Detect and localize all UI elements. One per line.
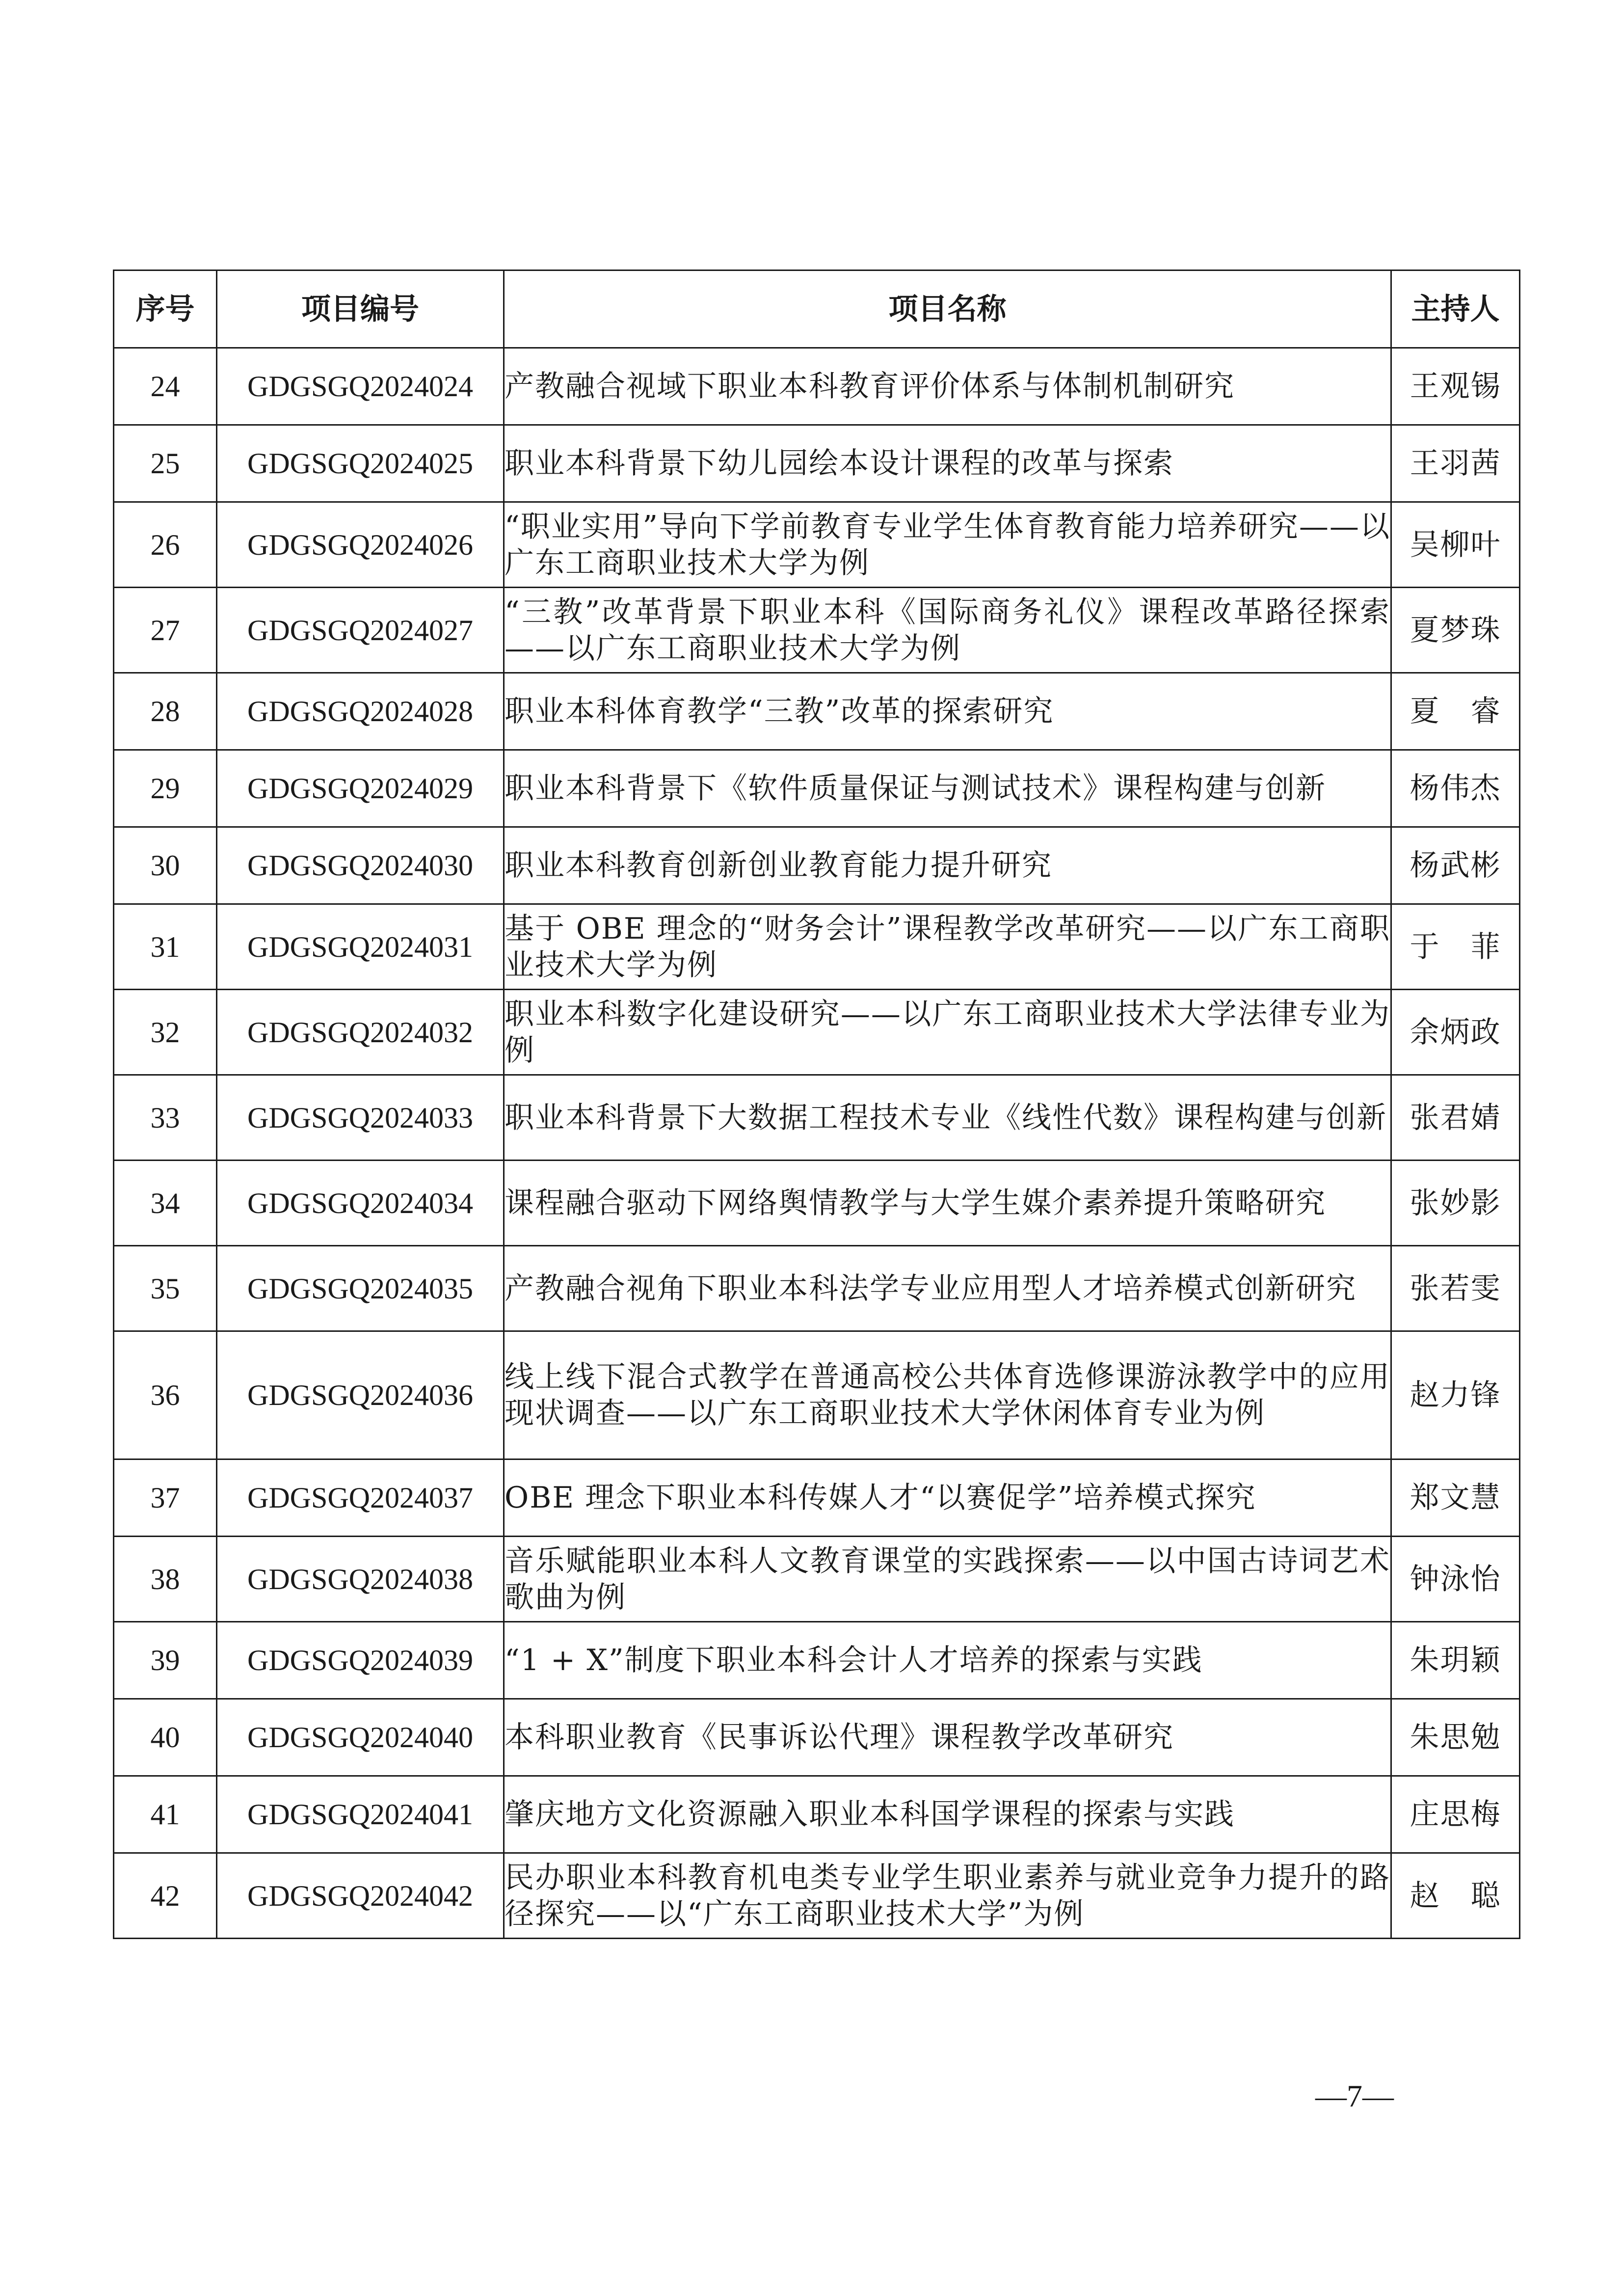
row-name: 产教融合视域下职业本科教育评价体系与体制机制研究	[504, 348, 1391, 425]
row-seq: 39	[114, 1622, 217, 1699]
row-code: GDGSGQ2024040	[217, 1699, 504, 1776]
page-number: —7—	[1315, 2079, 1394, 2113]
row-seq: 26	[114, 502, 217, 588]
row-host: 杨武彬	[1391, 827, 1520, 904]
table-row	[114, 1699, 1520, 1776]
row-host: 郑文慧	[1391, 1459, 1520, 1537]
row-code: GDGSGQ2024032	[217, 990, 504, 1075]
table-row	[114, 750, 1520, 827]
row-host: 赵力锋	[1391, 1331, 1520, 1459]
project-table	[113, 270, 1520, 1939]
row-seq: 35	[114, 1246, 217, 1331]
row-seq: 37	[114, 1459, 217, 1537]
row-host: 张君婧	[1391, 1075, 1520, 1161]
row-host: 杨伟杰	[1391, 750, 1520, 827]
table-row	[114, 1075, 1520, 1161]
header-code: 项目编号	[217, 270, 504, 348]
row-seq: 29	[114, 750, 217, 827]
table-row	[114, 1622, 1520, 1699]
row-seq: 24	[114, 348, 217, 425]
table-row	[114, 827, 1520, 904]
row-code: GDGSGQ2024031	[217, 904, 504, 990]
table-row	[114, 1776, 1520, 1853]
table-row	[114, 990, 1520, 1075]
row-host: 朱思勉	[1391, 1699, 1520, 1776]
row-host: 于 菲	[1391, 904, 1520, 990]
row-seq: 28	[114, 673, 217, 750]
row-host: 朱玥颖	[1391, 1622, 1520, 1699]
row-name: OBE 理念下职业本科传媒人才“以赛促学”培养模式探究	[504, 1459, 1391, 1537]
row-code: GDGSGQ2024029	[217, 750, 504, 827]
row-code: GDGSGQ2024025	[217, 425, 504, 502]
row-seq: 40	[114, 1699, 217, 1776]
row-code: GDGSGQ2024041	[217, 1776, 504, 1853]
row-seq: 30	[114, 827, 217, 904]
row-name: 线上线下混合式教学在普通高校公共体育选修课游泳教学中的应用现状调查——以广东工商职业技术大学休闲体育专业为例	[504, 1331, 1391, 1459]
table-row	[114, 1853, 1520, 1939]
row-host: 夏梦珠	[1391, 588, 1520, 673]
row-name: 民办职业本科教育机电类专业学生职业素养与就业竞争力提升的路径探究——以“广东工商职业技术大学”为例	[504, 1853, 1391, 1939]
row-name: 课程融合驱动下网络舆情教学与大学生媒介素养提升策略研究	[504, 1161, 1391, 1246]
row-code: GDGSGQ2024026	[217, 502, 504, 588]
row-seq: 31	[114, 904, 217, 990]
row-seq: 34	[114, 1161, 217, 1246]
row-host: 庄思梅	[1391, 1776, 1520, 1853]
row-name: 音乐赋能职业本科人文教育课堂的实践探索——以中国古诗词艺术歌曲为例	[504, 1537, 1391, 1622]
header-host: 主持人	[1391, 270, 1520, 348]
row-name: 本科职业教育《民事诉讼代理》课程教学改革研究	[504, 1699, 1391, 1776]
row-name: “三教”改革背景下职业本科《国际商务礼仪》课程改革路径探索——以广东工商职业技术大学为例	[504, 588, 1391, 673]
header-name: 项目名称	[504, 270, 1391, 348]
table-row	[114, 673, 1520, 750]
table-row	[114, 1459, 1520, 1537]
row-code: GDGSGQ2024033	[217, 1075, 504, 1161]
row-code: GDGSGQ2024024	[217, 348, 504, 425]
table-row	[114, 1537, 1520, 1622]
row-name: 产教融合视角下职业本科法学专业应用型人才培养模式创新研究	[504, 1246, 1391, 1331]
row-seq: 42	[114, 1853, 217, 1939]
row-seq: 33	[114, 1075, 217, 1161]
row-code: GDGSGQ2024038	[217, 1537, 504, 1622]
table-row	[114, 425, 1520, 502]
header-seq: 序号	[114, 270, 217, 348]
row-host: 王羽茜	[1391, 425, 1520, 502]
row-code: GDGSGQ2024030	[217, 827, 504, 904]
row-seq: 38	[114, 1537, 217, 1622]
row-name: 职业本科背景下《软件质量保证与测试技术》课程构建与创新	[504, 750, 1391, 827]
row-host: 王观锡	[1391, 348, 1520, 425]
table-row	[114, 588, 1520, 673]
table-row	[114, 348, 1520, 425]
row-code: GDGSGQ2024039	[217, 1622, 504, 1699]
table-row	[114, 502, 1520, 588]
table-row	[114, 1331, 1520, 1459]
row-host: 吴柳叶	[1391, 502, 1520, 588]
row-code: GDGSGQ2024036	[217, 1331, 504, 1459]
row-name: 职业本科教育创新创业教育能力提升研究	[504, 827, 1391, 904]
row-name: 职业本科体育教学“三教”改革的探索研究	[504, 673, 1391, 750]
row-name: 肇庆地方文化资源融入职业本科国学课程的探索与实践	[504, 1776, 1391, 1853]
row-name: 基于 OBE 理念的“财务会计”课程教学改革研究——以广东工商职业技术大学为例	[504, 904, 1391, 990]
row-host: 赵 聪	[1391, 1853, 1520, 1939]
row-code: GDGSGQ2024037	[217, 1459, 504, 1537]
row-seq: 25	[114, 425, 217, 502]
row-host: 张妙影	[1391, 1161, 1520, 1246]
row-name: 职业本科背景下大数据工程技术专业《线性代数》课程构建与创新	[504, 1075, 1391, 1161]
row-seq: 36	[114, 1331, 217, 1459]
table-row	[114, 1246, 1520, 1331]
row-code: GDGSGQ2024027	[217, 588, 504, 673]
row-code: GDGSGQ2024028	[217, 673, 504, 750]
row-code: GDGSGQ2024035	[217, 1246, 504, 1331]
row-seq: 27	[114, 588, 217, 673]
row-host: 张若雯	[1391, 1246, 1520, 1331]
row-host: 余炳政	[1391, 990, 1520, 1075]
row-name: “职业实用”导向下学前教育专业学生体育教育能力培养研究——以广东工商职业技术大学为例	[504, 502, 1391, 588]
row-host: 钟泳怡	[1391, 1537, 1520, 1622]
row-seq: 41	[114, 1776, 217, 1853]
row-name: “1 + X”制度下职业本科会计人才培养的探索与实践	[504, 1622, 1391, 1699]
row-name: 职业本科数字化建设研究——以广东工商职业技术大学法律专业为例	[504, 990, 1391, 1075]
row-name: 职业本科背景下幼儿园绘本设计课程的改革与探索	[504, 425, 1391, 502]
table-row	[114, 904, 1520, 990]
row-code: GDGSGQ2024042	[217, 1853, 504, 1939]
row-host: 夏 睿	[1391, 673, 1520, 750]
row-seq: 32	[114, 990, 217, 1075]
row-code: GDGSGQ2024034	[217, 1161, 504, 1246]
table-header-row	[114, 270, 1520, 348]
table-row	[114, 1161, 1520, 1246]
